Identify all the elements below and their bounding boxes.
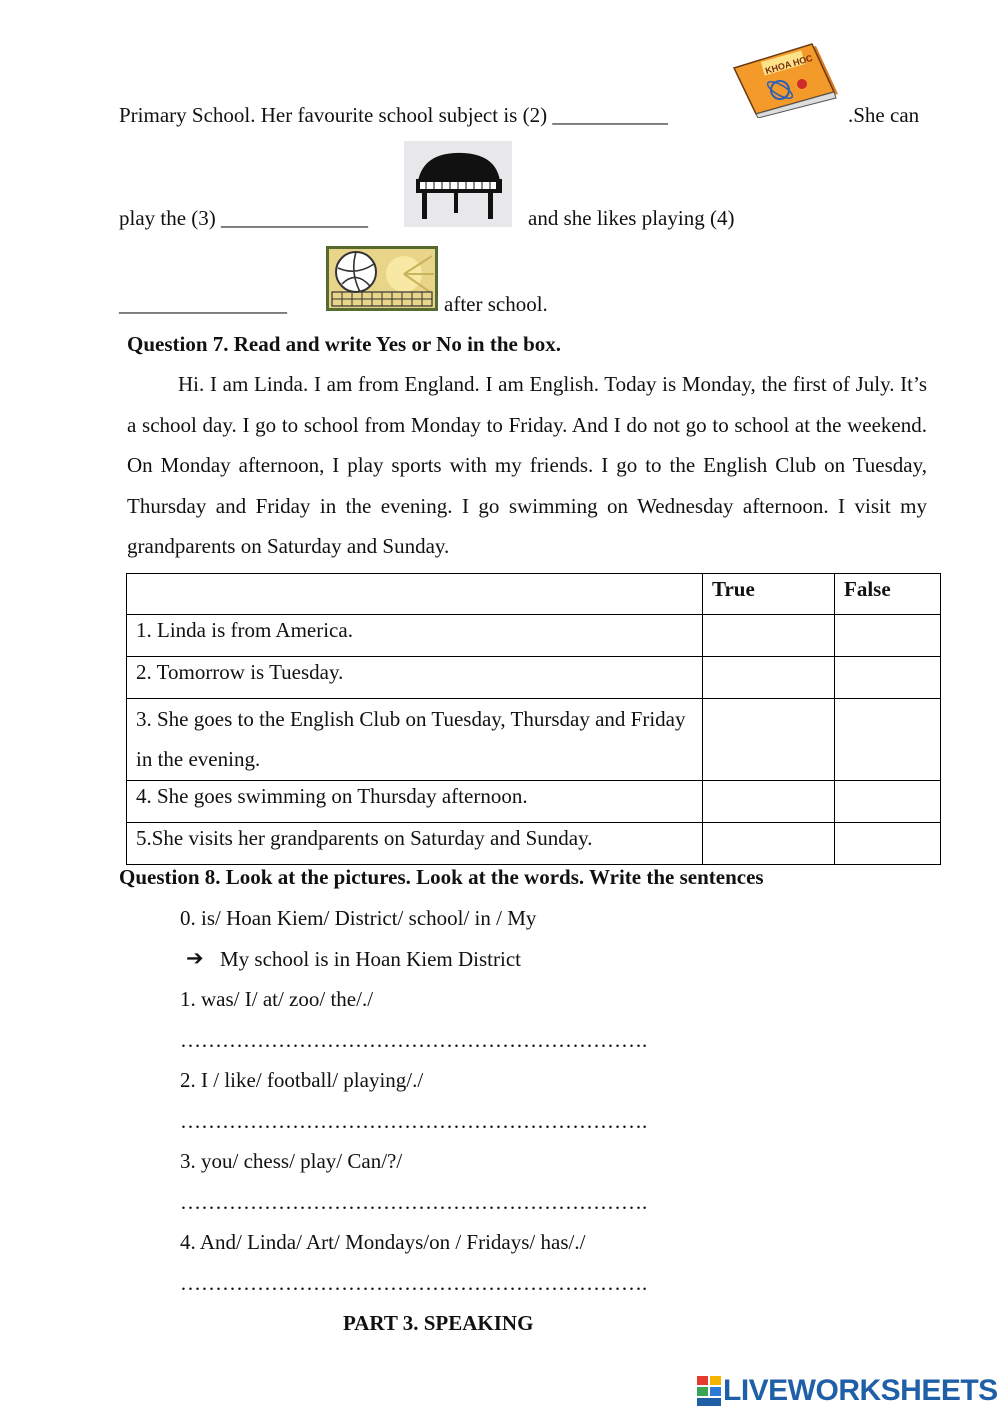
logo-text: LIVEWORKSHEETS <box>723 1374 998 1407</box>
true-false-table <box>126 573 941 865</box>
fill-line-2-end: and she likes playing (4) <box>528 206 735 230</box>
fill-line-3-end: after school. <box>444 292 548 316</box>
question-8-title: Question 8. Look at the pictures. Look at the words. Write the sentences <box>119 865 764 889</box>
statement-cell: 1. Linda is from America. <box>127 615 703 657</box>
fill-line-2: play the (3) ______________ <box>119 206 369 230</box>
science-book-image <box>730 42 842 118</box>
table-header-false: False <box>835 574 941 615</box>
table-row <box>127 781 941 823</box>
example-answer: My school is in Hoan Kiem District <box>220 947 521 971</box>
statement-cell: 5.She visits her grandparents on Saturday and Sunday. <box>127 823 703 865</box>
false-answer-box[interactable] <box>835 781 941 823</box>
answer-line-2[interactable]: …………………………………………………………. <box>180 1109 648 1133</box>
liveworksheets-logo <box>697 1374 998 1408</box>
table-row <box>127 823 941 865</box>
statement-cell: 4. She goes swimming on Thursday afternoon. <box>127 781 703 823</box>
false-answer-box[interactable] <box>835 823 941 865</box>
true-answer-box[interactable] <box>703 615 835 657</box>
true-answer-box[interactable] <box>703 657 835 699</box>
answer-line-3[interactable]: …………………………………………………………. <box>180 1190 648 1214</box>
table-row <box>127 615 941 657</box>
answer-line-1[interactable]: …………………………………………………………. <box>180 1028 648 1052</box>
volleyball-image <box>326 246 438 311</box>
table-row <box>127 657 941 699</box>
part-3-heading: PART 3. SPEAKING <box>343 1311 534 1335</box>
true-answer-box[interactable] <box>703 823 835 865</box>
table-row <box>127 699 941 781</box>
logo-mark-icon <box>697 1376 721 1406</box>
fill-line-1: Primary School. Her favourite school subject is (2) ___________ <box>119 103 668 127</box>
example-prompt: 0. is/ Hoan Kiem/ District/ school/ in / My <box>180 906 537 930</box>
reading-passage <box>127 364 927 564</box>
statement-cell: 2. Tomorrow is Tuesday. <box>127 657 703 699</box>
fill-line-1-end: .She can <box>848 103 920 127</box>
answer-line-4[interactable]: …………………………………………………………. <box>180 1271 648 1295</box>
table-header-statement <box>127 574 703 615</box>
sentence-prompt-3: 3. you/ chess/ play/ Can/?/ <box>180 1149 403 1173</box>
statement-cell: 3. She goes to the English Club on Tuesday, Thursday and Friday in the evening. <box>127 699 703 781</box>
sentence-prompt-1: 1. was/ I/ at/ zoo/ the/./ <box>180 987 374 1011</box>
false-answer-box[interactable] <box>835 699 941 781</box>
piano-image <box>404 141 512 227</box>
true-answer-box[interactable] <box>703 781 835 823</box>
false-answer-box[interactable] <box>835 657 941 699</box>
reading-passage-text: Hi. I am Linda. I am from England. I am English. Today is Monday, the first of July. It’s a school day. I go to school from Monday to Friday. And I do not go to school at the weekend. On Monday afternoon, I play sports with my friends. I go to the English Club on Tuesday, Thursday and Friday in the evening. I go swimming on Wednesday afternoon. I visit my grandparents on Saturday and Sunday. <box>127 372 927 558</box>
table-header-true: True <box>703 574 835 615</box>
sentence-prompt-2: 2. I / like/ football/ playing/./ <box>180 1068 424 1092</box>
false-answer-box[interactable] <box>835 615 941 657</box>
fill-line-3: ________________ <box>119 292 287 316</box>
true-answer-box[interactable] <box>703 699 835 781</box>
question-7-title: Question 7. Read and write Yes or No in the box. <box>127 332 562 356</box>
sentence-prompt-4: 4. And/ Linda/ Art/ Mondays/on / Fridays/ has/./ <box>180 1230 586 1254</box>
arrow-right-icon: ➔ <box>186 946 204 970</box>
book-cover-text: KHOA HOC <box>764 52 814 76</box>
